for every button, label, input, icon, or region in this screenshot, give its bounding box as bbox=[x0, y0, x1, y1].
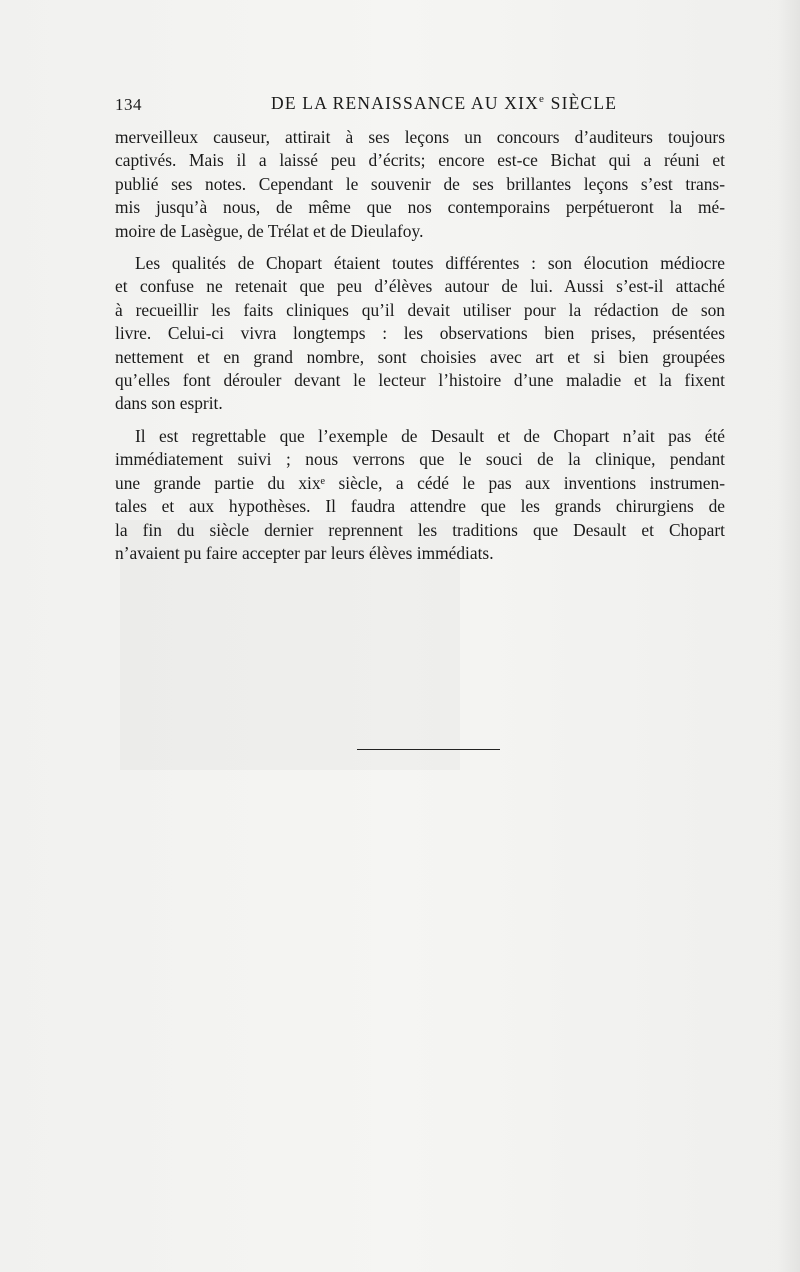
text-line: captivés. Mais il a laissé peu d’écrits; encore est-ce Bichat qui a réuni et bbox=[115, 150, 725, 171]
text-line: Les qualités de Chopart étaient toutes différentes : son élocution médiocre bbox=[135, 253, 725, 274]
text-line: moire de Lasègue, de Trélat et de Dieulafoy. bbox=[115, 220, 424, 241]
paragraph-2 bbox=[115, 252, 725, 416]
running-title bbox=[271, 93, 617, 114]
text-line: la fin du siècle dernier reprennent les traditions que Desault et Chopart bbox=[115, 519, 725, 540]
paragraph-3 bbox=[115, 425, 725, 565]
text-line: et confuse ne retenait que peu d’élèves autour de lui. Aussi s’est-il attaché bbox=[115, 276, 725, 297]
running-title-text: DE LA RENAISSANCE AU XIX bbox=[271, 93, 539, 113]
text-line: n’avaient pu faire accepter par leurs élèves immédiats. bbox=[115, 542, 494, 563]
page-edge-shadow bbox=[778, 0, 800, 1272]
text-line: merveilleux causeur, attirait à ses leçons un concours d’auditeurs toujours bbox=[115, 127, 725, 147]
text-line: qu’elles font dérouler devant le lecteur l’histoire d’une maladie et la fixent bbox=[115, 370, 725, 391]
running-title-superscript: e bbox=[538, 93, 546, 106]
running-header bbox=[115, 93, 725, 119]
section-end-rule bbox=[357, 749, 500, 750]
page-number: 134 bbox=[115, 95, 142, 114]
text-line: publié ses notes. Cependant le souvenir de ses brillantes leçons s’est trans- bbox=[115, 173, 725, 194]
body-text bbox=[115, 126, 725, 574]
text-line: livre. Celui-ci vivra longtemps : les observations bien prises, présentées bbox=[115, 323, 725, 344]
paragraph-1 bbox=[115, 126, 725, 243]
text-line: tales et aux hypothèses. Il faudra attendre que les grands chirurgiens de bbox=[115, 496, 725, 517]
text-line: Il est regrettable que l’exemple de Desault et de Chopart n’ait pas été bbox=[135, 425, 725, 446]
text-line: nettement et en grand nombre, sont choisies avec art et si bien groupées bbox=[115, 346, 725, 367]
text-line: dans son esprit. bbox=[115, 393, 223, 414]
text-line: mis jusqu’à nous, de même que nos contemporains perpétueront la mé- bbox=[115, 197, 725, 218]
text-line: à recueillir les faits cliniques qu’il devait utiliser pour la rédaction de son bbox=[115, 299, 725, 320]
running-title-end: SIÈCLE bbox=[545, 93, 618, 113]
text-line: immédiatement suivi ; nous verrons que le souci de la clinique, pendant bbox=[115, 449, 725, 470]
text-line: une grande partie du xixᵉ siècle, a cédé le pas aux inventions instrumen- bbox=[115, 472, 725, 493]
